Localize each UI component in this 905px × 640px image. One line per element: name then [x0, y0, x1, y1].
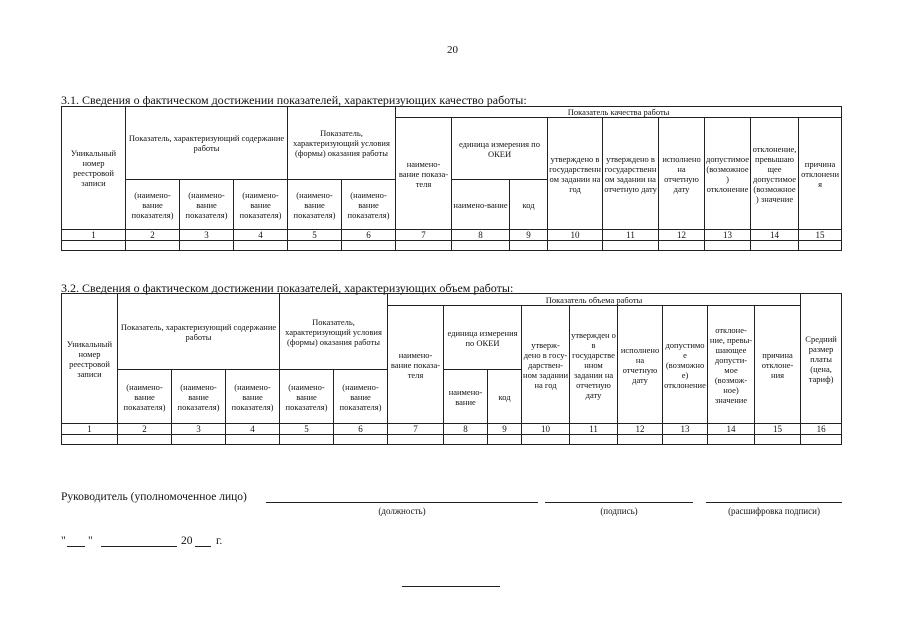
signature-caption: (подпись): [600, 506, 638, 516]
header-unit: единица измерения по ОКЕИ: [452, 118, 548, 180]
column-number: 6: [334, 424, 388, 435]
column-numbers-row: [62, 230, 842, 241]
header-unit: единица измерения по ОКЕИ: [444, 306, 522, 370]
sub-header: (наимено-вание показателя): [280, 370, 334, 424]
header-unit-code: код: [488, 370, 522, 424]
column-number: 8: [452, 230, 510, 241]
header-executed: исполнено на отчетную дату: [618, 306, 663, 424]
column-number: 2: [118, 424, 172, 435]
column-number: 5: [280, 424, 334, 435]
date-open-quote: ": [61, 535, 66, 547]
header-name: наимено-вание показа-теля: [388, 306, 444, 424]
header-conditions: Показатель, характеризующий условия (формы) оказания работы: [280, 294, 388, 370]
column-number: 12: [618, 424, 663, 435]
header-executed: исполнено на отчетную дату: [659, 118, 705, 230]
column-number: 5: [288, 230, 342, 241]
header-unique: Уникальный номер реестровой записи: [62, 107, 126, 230]
column-number: 12: [659, 230, 705, 241]
column-number: 7: [396, 230, 452, 241]
date-year-prefix: 20: [181, 535, 193, 547]
header-avg-pay: Средний размер платы (цена, тариф): [801, 294, 842, 424]
sub-header: (наимено-вание показателя): [234, 180, 288, 230]
section-1-title: 3.1. Сведения о фактическом достижении показателей, характеризующих качество работы:: [61, 93, 527, 107]
date-year-line: [195, 546, 211, 547]
volume-table: [61, 293, 842, 445]
column-number: 10: [522, 424, 570, 435]
column-number: 9: [510, 230, 548, 241]
column-number: 6: [342, 230, 396, 241]
header-approved-task: утверждено в государственном задании на год: [548, 118, 603, 230]
column-number: 8: [444, 424, 488, 435]
date-month-line: [101, 546, 177, 547]
page-number: 20: [447, 44, 458, 56]
header-approved-date: утвержден о в государственном задании на отчетную дату: [570, 306, 618, 424]
column-number: 11: [570, 424, 618, 435]
sub-header: (наимено-вание показателя): [288, 180, 342, 230]
column-number: 1: [62, 424, 118, 435]
sub-header: (наимено-вание показателя): [118, 370, 172, 424]
column-number: 3: [172, 424, 226, 435]
header-volume-group: Показатель объема работы: [388, 294, 801, 306]
empty-data-row: [62, 241, 842, 251]
empty-data-row: [62, 435, 842, 445]
column-number: 15: [755, 424, 801, 435]
column-number: 4: [226, 424, 280, 435]
column-number: 9: [488, 424, 522, 435]
column-number: 3: [180, 230, 234, 241]
header-conditions: Показатель, характеризующий условия (формы) оказания работы: [288, 107, 396, 180]
section-2-title: 3.2. Сведения о фактическом достижении показателей, характеризующих объем работы:: [61, 281, 514, 295]
sub-header: (наимено-вание показателя): [334, 370, 388, 424]
sub-header: (наимено-вание показателя): [172, 370, 226, 424]
position-line: [266, 502, 538, 503]
sub-header: (наимено-вание показателя): [126, 180, 180, 230]
column-number: 13: [705, 230, 751, 241]
column-number: 10: [548, 230, 603, 241]
signature-line: [545, 502, 693, 503]
header-reason: причина отклоне-ния: [755, 306, 801, 424]
header-content: Показатель, характеризующий содержание работы: [118, 294, 280, 370]
decoding-line: [706, 502, 842, 503]
header-deviation: отклонение, превышающее допустимое (возможное) значение: [751, 118, 799, 230]
header-approved-task: утверж-дено в госу-дарствен-ном задании на год: [522, 306, 570, 424]
column-number: 4: [234, 230, 288, 241]
column-numbers-row: [62, 424, 842, 435]
date-suffix: г.: [216, 535, 223, 547]
column-number: 16: [801, 424, 842, 435]
header-unit-code: код: [510, 180, 548, 230]
sub-header: (наимено-вание показателя): [342, 180, 396, 230]
column-number: 7: [388, 424, 444, 435]
footnote-separator: [402, 586, 500, 587]
header-quality-group: Показатель качества работы: [396, 107, 842, 118]
header-approved-date: утверждено в государственном задании на отчетную дату: [603, 118, 659, 230]
header-allowed: допустимое (возможное) отклонение: [705, 118, 751, 230]
column-number: 13: [663, 424, 708, 435]
header-allowed: допустимое (возможное) отклонение: [663, 306, 708, 424]
decoding-caption: (расшифровка подписи): [728, 506, 820, 516]
position-caption: (должность): [378, 506, 426, 516]
date-close-quote: ": [88, 535, 93, 547]
header-unit-name: наимено-вание: [452, 180, 510, 230]
header-reason: причина отклонения: [799, 118, 842, 230]
header-unit-name: наимено-вание: [444, 370, 488, 424]
quality-table: [61, 106, 842, 251]
head-label: Руководитель (уполномоченное лицо): [61, 491, 247, 503]
column-number: 14: [751, 230, 799, 241]
column-number: 14: [708, 424, 755, 435]
date-day-line: [67, 546, 85, 547]
sub-header: (наимено-вание показателя): [226, 370, 280, 424]
column-number: 1: [62, 230, 126, 241]
header-content: Показатель, характеризующий содержание работы: [126, 107, 288, 180]
column-number: 2: [126, 230, 180, 241]
header-unique: Уникальный номер реестровой записи: [62, 294, 118, 424]
header-deviation: отклоне-ние, превы-шающее допусти-мое (возмож-ное) значение: [708, 306, 755, 424]
column-number: 15: [799, 230, 842, 241]
header-name: наимено-вание показа-теля: [396, 118, 452, 230]
sub-header: (наимено-вание показателя): [180, 180, 234, 230]
column-number: 11: [603, 230, 659, 241]
